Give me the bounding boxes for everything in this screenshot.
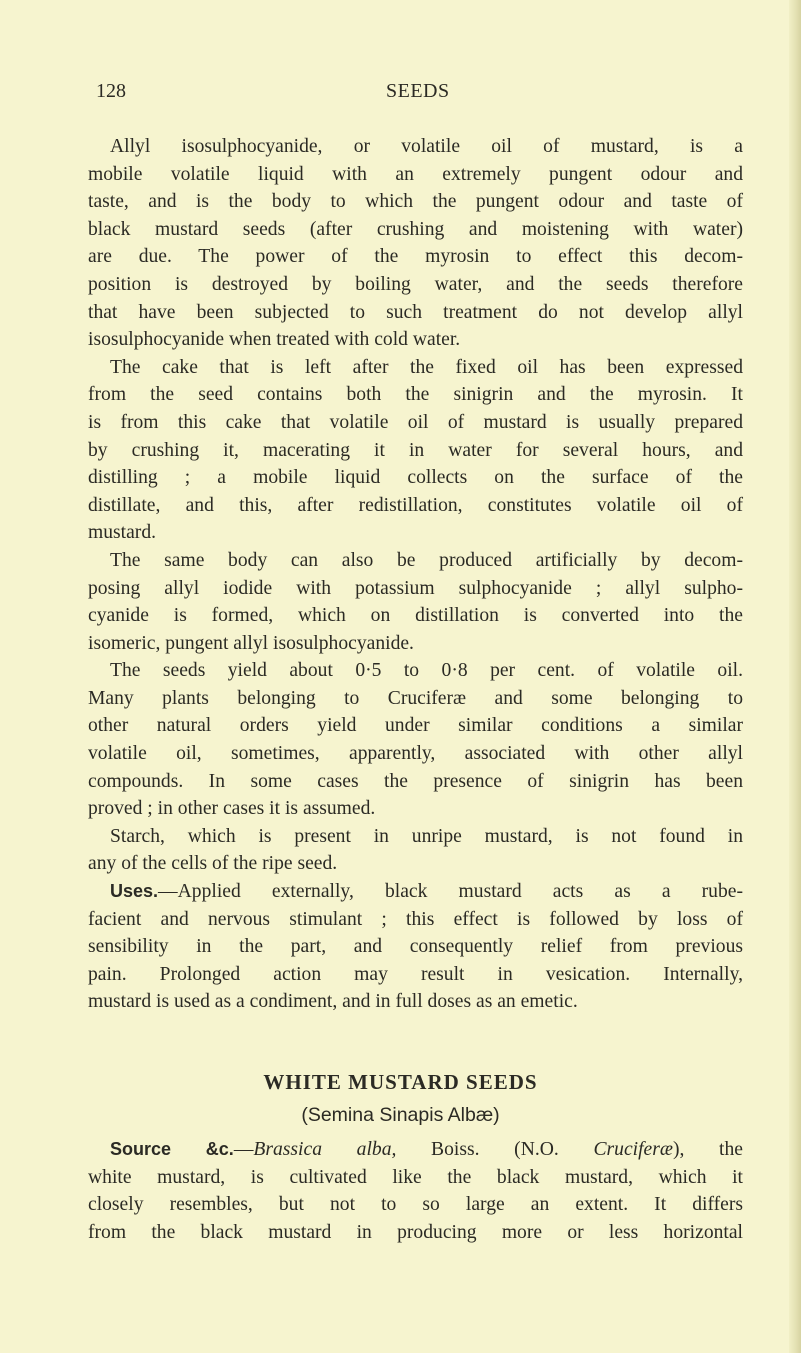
text-run: position is destroyed by boiling water, and the seeds therefore <box>88 273 743 295</box>
text-run: from the black mustard in producing more or less horizontal <box>88 1221 743 1243</box>
text-run: cyanide is formed, which on distillation is converted into the <box>88 605 743 627</box>
text-line <box>88 685 743 713</box>
text-line <box>88 299 743 327</box>
text-line <box>88 657 743 685</box>
text-run: by crushing it, macerating it in water for several hours, and <box>88 439 743 461</box>
text-run: are due. The power of the myrosin to effect this decom- <box>88 246 743 268</box>
text-line <box>88 823 743 851</box>
text-line <box>88 243 743 271</box>
running-title: SEEDS <box>386 80 450 102</box>
italic-text: Brassica alba, <box>253 1139 397 1160</box>
text-run: proved ; in other cases it is assumed. <box>88 798 376 820</box>
text-line <box>88 354 743 382</box>
text-run: any of the cells of the ripe seed. <box>88 853 338 875</box>
text-line <box>88 271 743 299</box>
text-run: pain. Prolonged action may result in vesication. Internally, <box>88 963 743 985</box>
text-line <box>88 1164 743 1192</box>
text-line <box>88 878 743 906</box>
text-run: is from this cake that volatile oil of mustard is usually prepared <box>88 411 743 433</box>
section-heading: WHITE MUSTARD SEEDS <box>263 1070 538 1094</box>
text-line <box>88 409 743 437</box>
text-line <box>88 188 743 216</box>
text-run: mustard. <box>88 522 157 544</box>
text-run: — <box>233 1139 254 1160</box>
section-subheading: (Semina Sinapis Albæ) <box>301 1104 500 1126</box>
text-run: isomeric, pungent allyl isosulphocyanide. <box>88 632 414 654</box>
text-line <box>88 988 743 1016</box>
text-line <box>88 602 743 630</box>
section-white-mustard-text <box>88 1136 743 1246</box>
text-line <box>88 161 743 189</box>
text-line <box>88 575 743 603</box>
page-edge-shadow <box>789 0 801 1353</box>
text-line <box>88 1191 743 1219</box>
page-number: 128 <box>96 80 126 102</box>
running-header <box>96 80 742 110</box>
text-run: other natural orders yield under similar conditions a similar <box>88 715 743 737</box>
text-run: facient and nervous stimulant ; this effect is followed by loss of <box>88 908 743 930</box>
text-line <box>88 492 743 520</box>
text-line <box>88 1136 743 1164</box>
text-run: The seeds yield about 0·5 to 0·8 per cent. of volatile oil. <box>110 660 743 682</box>
text-line <box>88 712 743 740</box>
section-mustard-oil-text <box>88 133 743 1016</box>
text-line <box>88 464 743 492</box>
text-run: mobile volatile liquid with an extremely pungent odour and <box>88 163 743 185</box>
text-run: Many plants belonging to Cruciferæ and some belonging to <box>88 687 743 709</box>
text-run: Allyl isosulphocyanide, or volatile oil of mustard, is a <box>110 136 743 157</box>
text-run: Boiss. (N.O. <box>396 1139 594 1160</box>
text-line <box>88 133 743 161</box>
text-line <box>88 326 743 354</box>
text-run: The same body can also be produced artificially by decom- <box>110 549 743 571</box>
text-line <box>88 768 743 796</box>
text-line <box>88 216 743 244</box>
text-run: ), the <box>672 1139 743 1160</box>
run-in-heading: Source &c. <box>110 1139 234 1159</box>
text-line <box>88 933 743 961</box>
text-line <box>88 381 743 409</box>
text-run: taste, and is the body to which the pungent odour and taste of <box>88 191 743 213</box>
text-line <box>88 1219 743 1247</box>
text-line <box>88 961 743 989</box>
text-line <box>88 547 743 575</box>
text-run: from the seed contains both the sinigrin and the myrosin. It <box>88 384 743 406</box>
text-run: distillate, and this, after redistillation, constitutes volatile oil of <box>88 494 743 516</box>
text-run: distilling ; a mobile liquid collects on the surface of the <box>88 467 743 489</box>
text-run: black mustard seeds (after crushing and moistening with water) <box>88 218 743 240</box>
text-run: sensibility in the part, and consequently relief from previous <box>88 936 743 958</box>
text-run: mustard is used as a condiment, and in full doses as an emetic. <box>88 991 578 1013</box>
text-run: isosulphocyanide when treated with cold water. <box>88 329 461 351</box>
text-line <box>88 437 743 465</box>
text-run: —Applied externally, black mustard acts as a rube- <box>158 881 743 903</box>
text-line <box>88 740 743 768</box>
text-line <box>88 795 743 823</box>
text-run: compounds. In some cases the presence of sinigrin has been <box>88 770 743 792</box>
italic-text: Cruciferæ <box>593 1139 673 1160</box>
text-run: Starch, which is present in unripe mustard, is not found in <box>110 825 743 847</box>
text-run: white mustard, is cultivated like the black mustard, which it <box>88 1166 743 1188</box>
text-line <box>88 630 743 658</box>
text-run: volatile oil, sometimes, apparently, associated with other allyl <box>88 743 743 765</box>
text-run: posing allyl iodide with potassium sulphocyanide ; allyl sulpho- <box>88 577 743 599</box>
text-run: that have been subjected to such treatment do not develop allyl <box>88 301 743 323</box>
text-line <box>88 906 743 934</box>
run-in-heading: Uses. <box>110 881 159 902</box>
text-run: closely resembles, but not to so large an extent. It differs <box>88 1194 743 1216</box>
text-line <box>88 519 743 547</box>
text-run: The cake that is left after the fixed oil has been expressed <box>110 356 743 378</box>
text-line <box>88 850 743 878</box>
